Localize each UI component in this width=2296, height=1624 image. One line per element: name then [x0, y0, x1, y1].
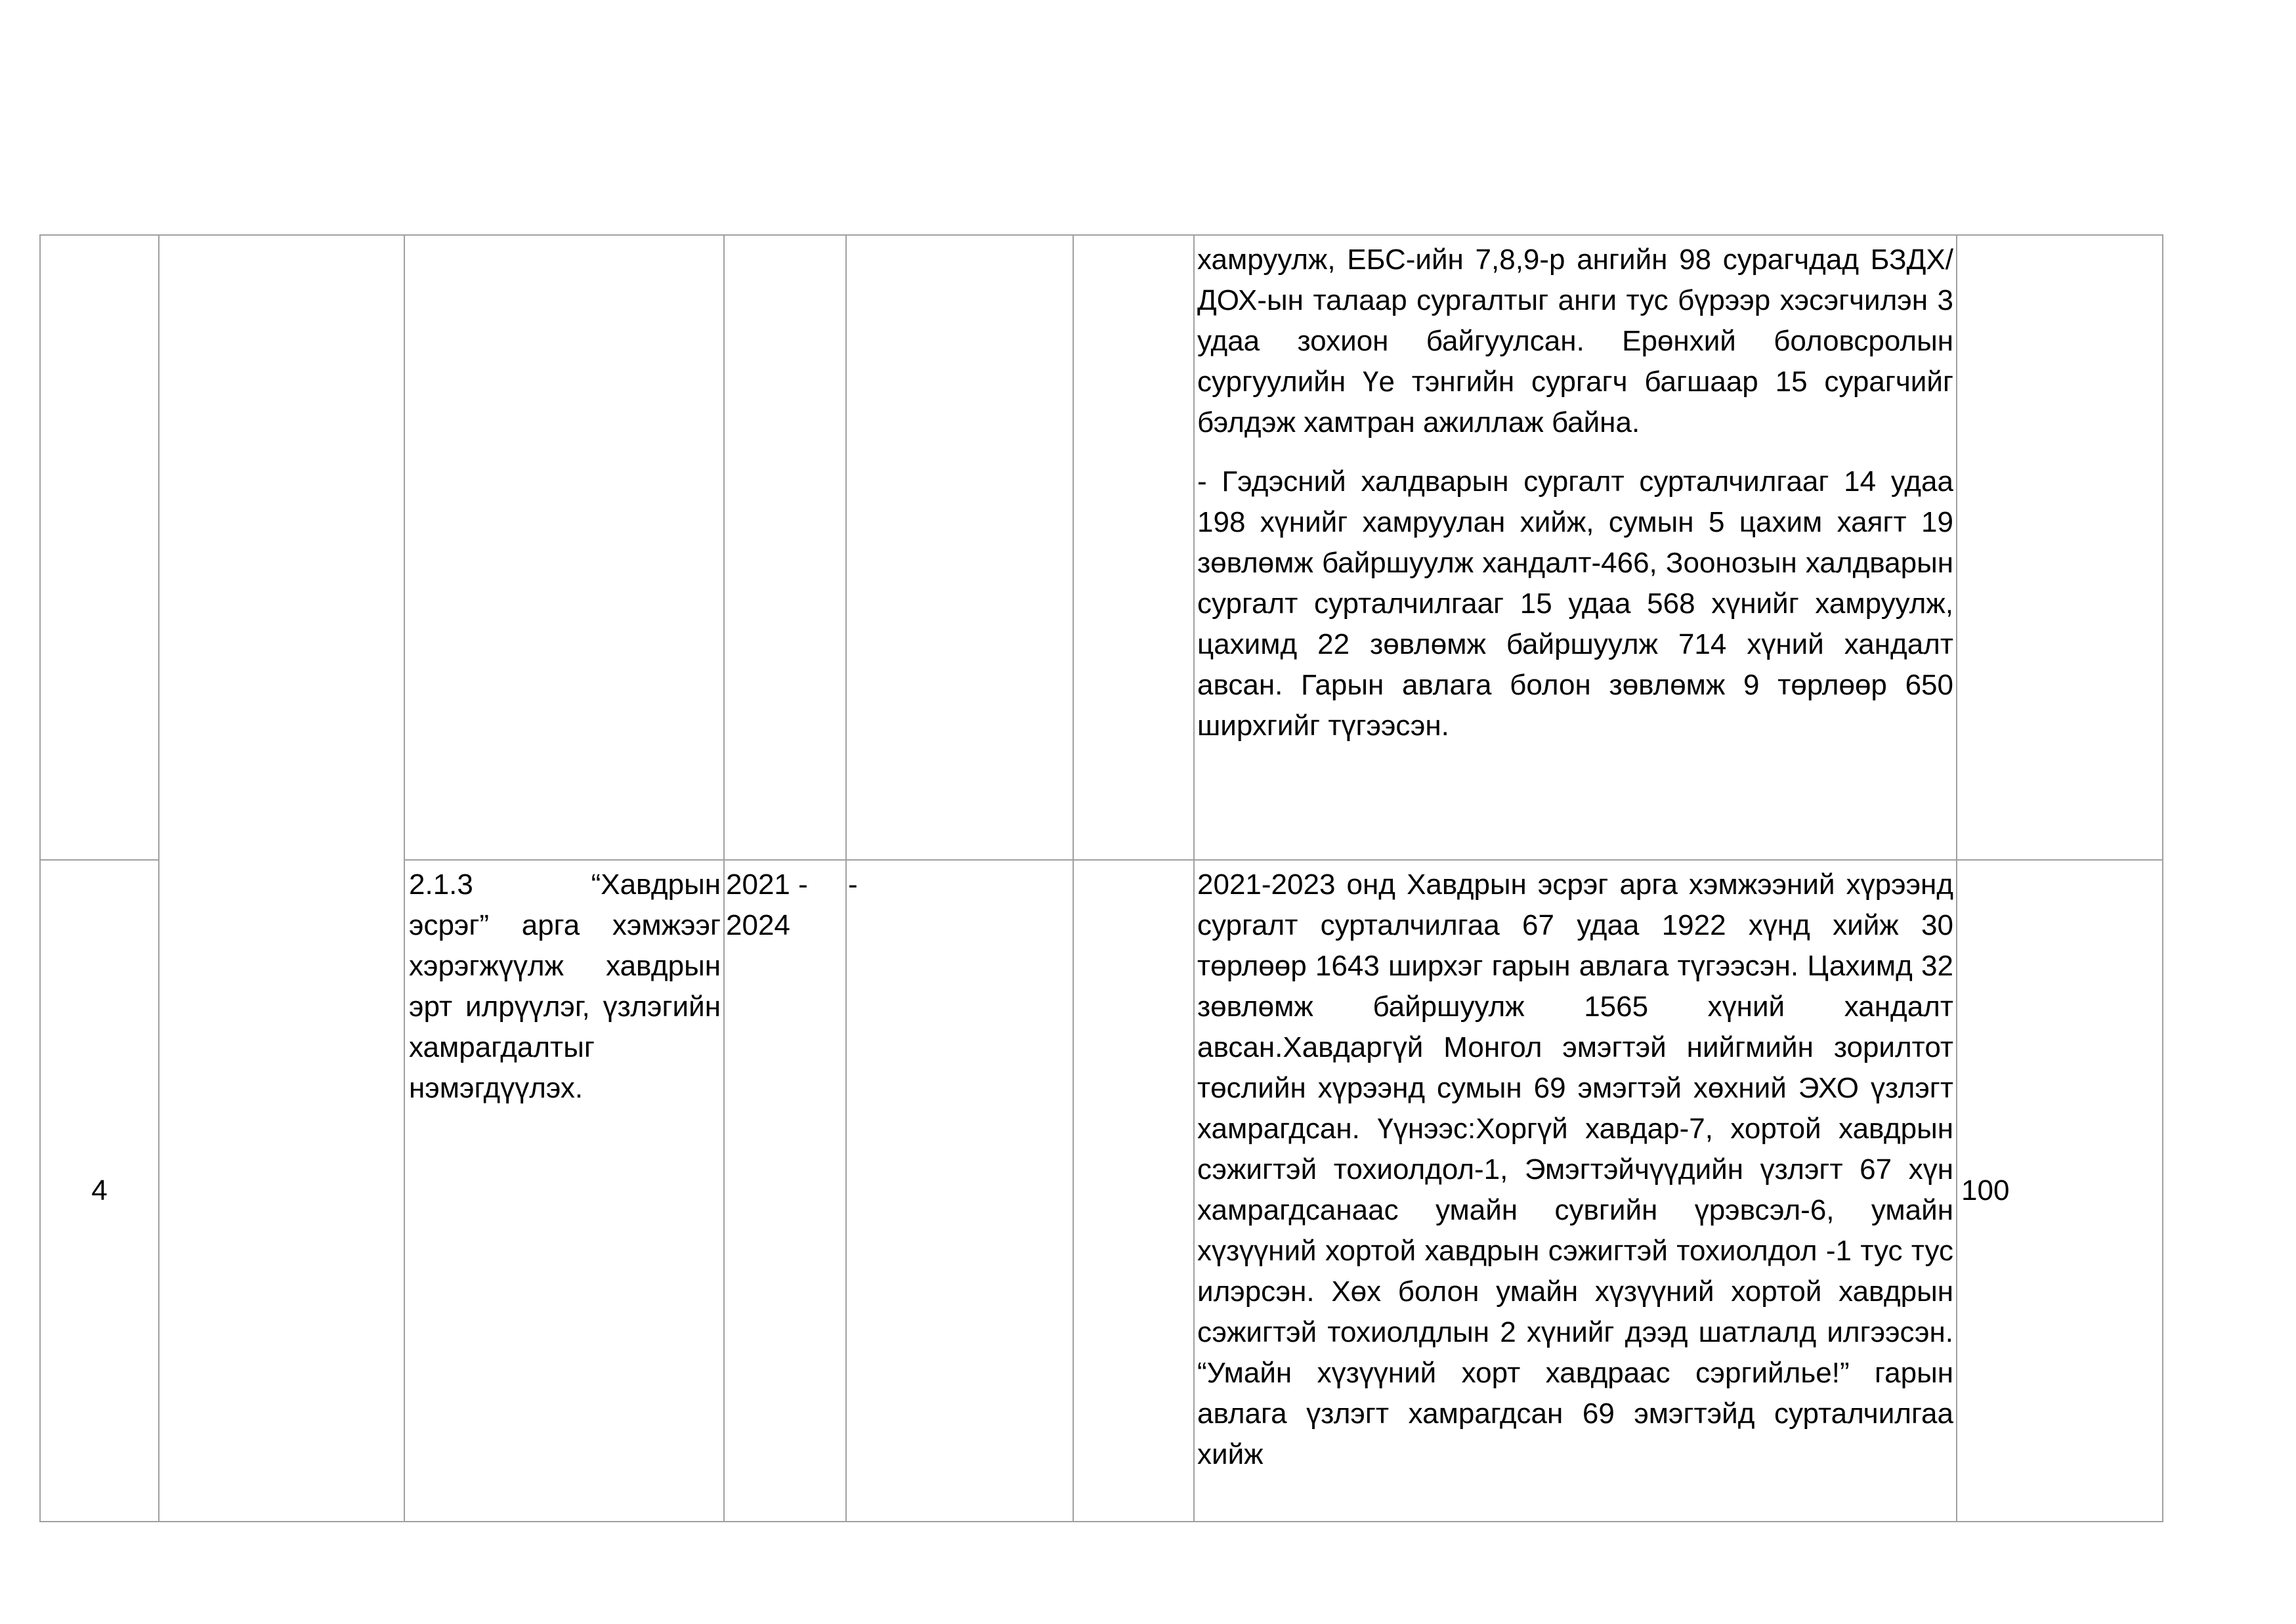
- task-text: эсрэг” арга хэмжээг хэрэгжүүлж хавдрын эрт илрүүлэг, үзлэгийн хамрагдалтыг нэмэгдүүлэх.: [409, 909, 721, 1104]
- cell-goal-merged: [159, 235, 404, 1522]
- table-row: [40, 235, 2163, 860]
- plan-report-table: [39, 234, 2163, 1522]
- responsible-cell: -: [846, 860, 1073, 1522]
- cell-number-empty: [40, 235, 159, 860]
- year-range: 2021 - 2024: [724, 860, 846, 1522]
- result-paragraph: - Гэдэсний халдварын сургалт сурталчилгааг 14 удаа 198 хүнийг хамруулан хийж, сумын 5 цахим хаягт 19 зөвлөмж байршуулж хандалт-466, Зоонозын халдварын сургалт сурталчилгааг 15 удаа 568 хүнийг хамруулж, цахимд 22 зөвлөмж байршуулж 714 хүний хандалт авсан. Гарын авлага болон зөвлөмж 9 төрлөөр 650 ширхгийг түгээсэн.: [1197, 465, 1953, 742]
- cell-col6-empty: [1073, 235, 1194, 860]
- cell-percent-empty: [1957, 235, 2163, 860]
- cell-result: [1194, 235, 1957, 860]
- cell-result: [1194, 860, 1957, 1522]
- task-description: [404, 860, 724, 1522]
- cell-task-empty: [404, 235, 724, 860]
- row-number: 4: [40, 860, 159, 1522]
- completion-percent: 100: [1957, 860, 2163, 1522]
- result-paragraph: 2021-2023 онд Хавдрын эсрэг арга хэмжээний хүрээнд сургалт сурталчилгаа 67 удаа 1922 хүнд хийж 30 төрлөөр 1643 ширхэг гарын авлага түгээсэн. Цахимд 32 зөвлөмж байршуулж 1565 хүний хандалт авсан.Хавдаргүй Монгол эмэгтэй нийгмийн зорилтот төслийн хүрээнд сумын 69 эмэгтэй хөхний ЭХО үзлэгт хамрагдсан. Үүнээс:Хоргүй хавдар-7, хортой хавдрын сэжигтэй тохиолдол-1, Эмэгтэйчүүдийн үзлэгт 67 хүн хамрагдсанаас умайн сувгийн үрэвсэл-6, умайн хүзүүний хортой хавдрын сэжигтэй тохиолдол -1 тус тус илэрсэн. Хөх болон умайн хүзүүний хортой хавдрын сэжигтэй тохиолдлын 2 хүнийг дээд шатлалд илгээсэн. “Умайн хүзүүний хорт хавдраас сэргийлье!” гарын авлага үзлэгт хамрагдсан 69 эмэгтэйд сурталчилгаа хийж: [1197, 868, 1953, 1470]
- cell-year-empty: [724, 235, 846, 860]
- task-line: 2.1.3 “Хавдрын: [409, 868, 721, 901]
- cell-col5-empty: [846, 235, 1073, 860]
- cell-col6-empty: [1073, 860, 1194, 1522]
- result-paragraph: хамруулж, ЕБС-ийн 7,8,9-р ангийн 98 сурагчдад БЗДХ/ДОХ-ын талаар сургалтыг анги тус бүрээр хэсэгчилэн 3 удаа зохион байгуулсан. Ерөнхий боловсролын сургуулийн Үе тэнгийн сургагч багшаар 15 сурагчийг бэлдэж хамтран ажиллаж байна.: [1197, 244, 1953, 438]
